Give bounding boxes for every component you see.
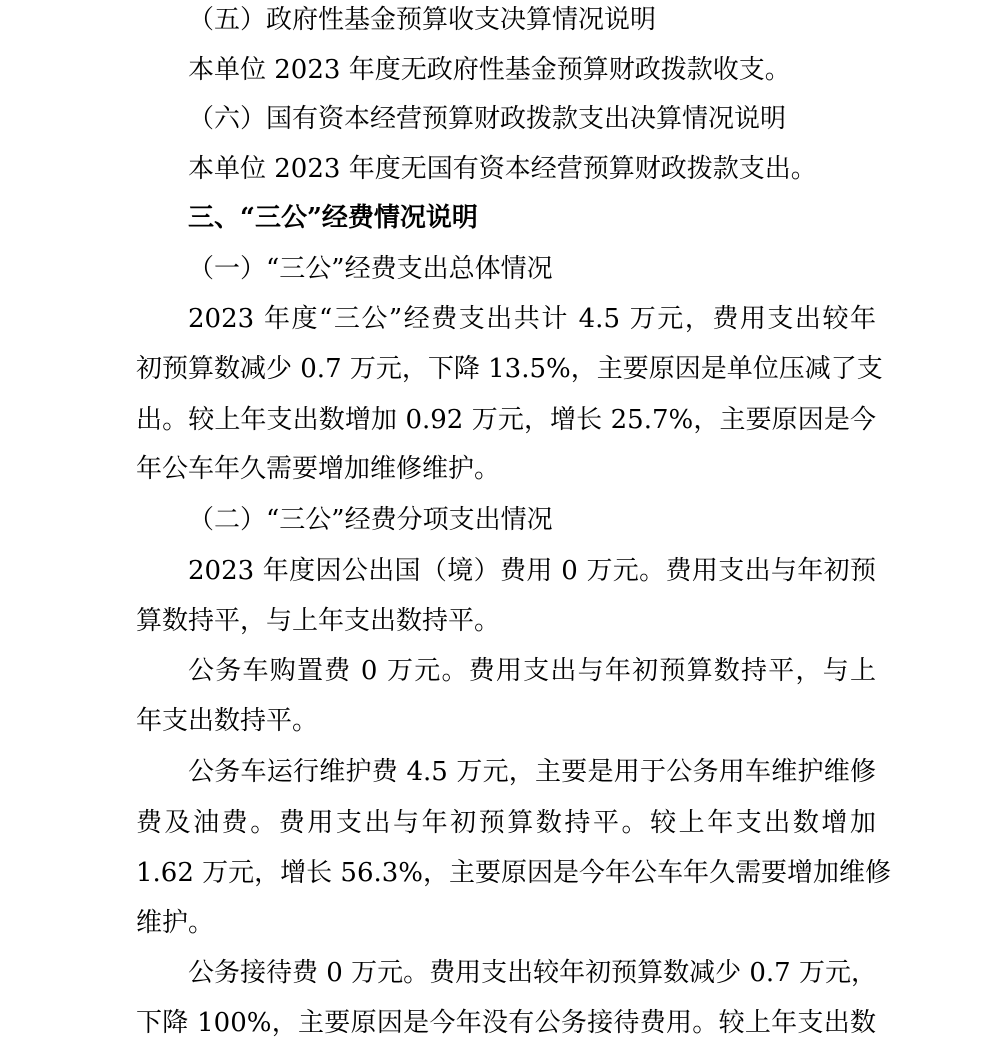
travel-abroad-line: 算数持平，与上年支出数持平。 bbox=[136, 606, 501, 636]
part-3-heading: 三、“三公”经费情况说明 bbox=[188, 203, 478, 233]
vehicle-operation-line: 费及油费。费用支出与年初预算数持平。较上年支出数增加 bbox=[136, 808, 876, 838]
sub-2-heading: （二）“三公”经费分项支出情况 bbox=[188, 505, 553, 535]
vehicle-operation-line: 公务车运行维护费 4.5 万元，主要是用于公务用车维护维修 bbox=[188, 757, 876, 787]
vehicle-purchase-line: 年支出数持平。 bbox=[136, 706, 319, 736]
reception-line: 下降 100%，主要原因是今年没有公务接待费用。较上年支出数 bbox=[136, 1008, 876, 1038]
vehicle-operation-line: 1.62 万元，增长 56.3%，主要原因是今年公车年久需要增加维修 bbox=[136, 858, 892, 888]
sub-1-heading: （一）“三公”经费支出总体情况 bbox=[188, 254, 553, 284]
reception-line: 公务接待费 0 万元。费用支出较年初预算数减少 0.7 万元， bbox=[188, 958, 877, 988]
sub-1-body-line: 年公车年久需要增加维修维护。 bbox=[136, 454, 501, 484]
section-5-heading: （五）政府性基金预算收支决算情况说明 bbox=[188, 5, 657, 35]
sub-1-body-line: 2023 年度“三公”经费支出共计 4.5 万元，费用支出较年 bbox=[188, 304, 876, 334]
section-6-body: 本单位 2023 年度无国有资本经营预算财政拨款支出。 bbox=[188, 154, 817, 184]
section-5-body: 本单位 2023 年度无政府性基金预算财政拨款收支。 bbox=[188, 55, 791, 85]
vehicle-operation-line: 维护。 bbox=[136, 908, 215, 938]
travel-abroad-line: 2023 年度因公出国（境）费用 0 万元。费用支出与年初预 bbox=[188, 556, 876, 586]
sub-1-body-line: 初预算数减少 0.7 万元，下降 13.5%，主要原因是单位压减了支 bbox=[136, 354, 883, 384]
vehicle-purchase-line: 公务车购置费 0 万元。费用支出与年初预算数持平，与上 bbox=[188, 656, 876, 686]
section-6-heading: （六）国有资本经营预算财政拨款支出决算情况说明 bbox=[188, 104, 787, 134]
sub-1-body-line: 出。较上年支出数增加 0.92 万元，增长 25.7%，主要原因是今 bbox=[136, 405, 876, 435]
